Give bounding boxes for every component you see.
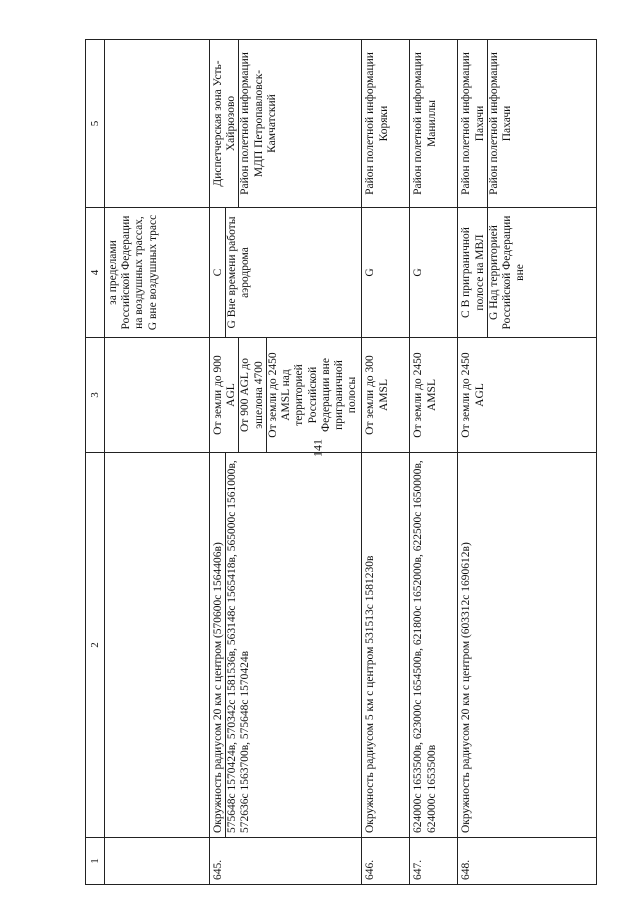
row-number: 647.	[410, 838, 458, 885]
continuation-class: за пределами Российской Федерации на воздушных трассах, G вне воздушных трасс	[105, 208, 210, 338]
rotated-table	[85, 40, 597, 885]
row-class: G	[362, 208, 410, 338]
row-altitude: От земли до 300 AMSL	[362, 338, 410, 453]
table-row	[210, 40, 362, 885]
row-class	[210, 208, 362, 338]
row-number: 648.	[458, 838, 597, 885]
altitude-c: От земли до 2450 AMSL над территорией Российской Федерации вне приграничной полосы	[266, 338, 360, 452]
row-unit: Район полетной информации Маниллы	[410, 40, 458, 208]
class-a: С В приграничной полосе на МВЛ	[460, 227, 486, 318]
row-description: Окружность радиусом 20 км с центром (603312с 1690612в)	[458, 453, 597, 838]
table-row	[362, 40, 410, 885]
row-description	[210, 453, 362, 838]
row-description: Окружность радиусом 5 км с центром 531513с 1581230в	[362, 453, 410, 838]
unit-a: Диспетчерская зона Усть-Хайрюзово	[212, 60, 238, 187]
airspace-table	[85, 39, 597, 885]
unit-b: Район полетной информации МДП Петропавловск-Камчатский	[238, 40, 279, 207]
row-class	[458, 208, 597, 338]
row-unit	[458, 40, 597, 208]
altitude-a: От земли до 900 AGL	[212, 355, 238, 435]
altitude-b: От 900 AGL до эшелона 4700	[238, 338, 265, 452]
class-b: G Над территорией Российской Федерации вне	[487, 208, 528, 337]
row-altitude: От земли до 2450 AMSL	[410, 338, 458, 453]
continuation-row	[105, 40, 210, 885]
header-row	[86, 40, 105, 885]
page-number: 141	[310, 439, 325, 457]
header-col-5: 5	[86, 40, 105, 208]
class-b: G Вне времени работы аэродрома	[225, 208, 252, 337]
row-number: 645.	[210, 838, 362, 885]
row-altitude	[210, 338, 362, 453]
header-col-2: 2	[86, 453, 105, 838]
row-unit	[210, 40, 362, 208]
row-number: 646.	[362, 838, 410, 885]
description-line: Окружность радиусом 20 км с центром (570600с 1564406в)	[212, 542, 224, 833]
unit-a: Район полетной информации Пахачи	[460, 52, 486, 195]
description-coordinates: 575648с 1570424в, 570342с 1581536в, 563148с 1565418в, 565000с 1561000в, 572636с 1563700в, 575648с 1570424в	[225, 453, 252, 837]
row-description: 624000с 1653500в, 623000с 1654500в, 621800с 1652000в, 622500с 1650000в, 624000с 1653500в	[410, 453, 458, 838]
table-row	[410, 40, 458, 885]
header-col-4: 4	[86, 208, 105, 338]
row-unit: Район полетной информации Коряки	[362, 40, 410, 208]
header-col-1: 1	[86, 838, 105, 885]
header-col-3: 3	[86, 338, 105, 453]
table-row	[458, 40, 597, 885]
row-class: G	[410, 208, 458, 338]
class-a: С	[212, 268, 224, 277]
unit-b: Район полетной информации Пахачи	[487, 40, 514, 207]
row-altitude: От земли до 2450 AGL	[458, 338, 597, 453]
